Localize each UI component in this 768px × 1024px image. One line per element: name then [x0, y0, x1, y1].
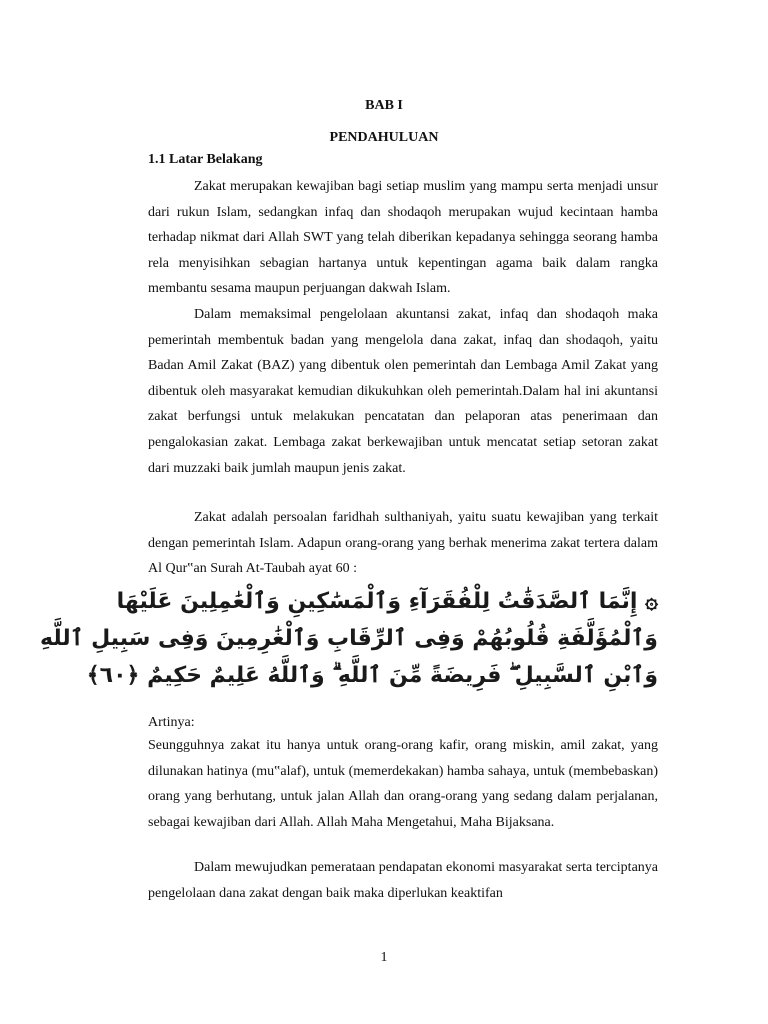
translation-label: Artinya: [148, 715, 195, 730]
paragraph: Dalam memaksimal pengelolaan akuntansi zakat, infaq dan shodaqoh maka pemerintah membentuk badan yang mengelola dana zakat, infaq dan shodaqoh, yaitu Badan Amil Zakat (BAZ) yang dibentuk olen pemerintah dan Lembaga Amil Zakat yang dibentuk oleh masyarakat kemudian dikukuhkan oleh pemerintah.Dalam hal ini akuntansi zakat berfungsi untuk melakukan pencatatan dan pelaporan atas penerimaan dan pengalokasian zakat. Lembaga zakat berkewajiban untuk mencatat setiap setoran zakat dari muzzaki baik jumlah maupun jenis zakat. [148, 307, 658, 476]
section-heading: 1.1 Latar Belakang [148, 152, 263, 167]
paragraph: Dalam mewujudkan pemerataan pendapatan ekonomi masyarakat serta terciptanya pengelolaan dana zakat dengan baik maka diperlukan keaktifan [148, 860, 658, 901]
arabic-verse-line: ۞ إِنَّمَا ٱلصَّدَقَٰتُ لِلْفُقَرَآءِ وَٱلْمَسَٰكِينِ وَٱلْعَٰمِلِينَ عَلَيْهَا [116, 589, 658, 614]
arabic-verse-line: وَٱبْنِ ٱلسَّبِيلِ ۖ فَرِيضَةً مِّنَ ٱللَّهِ ۗ وَٱللَّهُ عَلِيمٌ حَكِيمٌ ﴿٦٠﴾ [86, 663, 658, 688]
chapter-title: PENDAHULUAN [329, 130, 439, 145]
paragraph: Zakat adalah persoalan faridhah sulthaniyah, yaitu suatu kewajiban yang terkait dengan pemerintah Islam. Adapun orang-orang yang berhak menerima zakat tertera dalam Al Qur‟an Surah At-Taubah ayat 60 : [148, 510, 658, 577]
quran-verse-image [40, 585, 658, 697]
chapter-number: BAB I [365, 98, 403, 113]
page-number: 1 [380, 950, 388, 965]
paragraph: Zakat merupakan kewajiban bagi setiap muslim yang mampu serta menjadi unsur dari rukun Islam, sedangkan infaq dan shodaqoh merupakan wujud kecintaan hamba terhadap nikmat dari Allah SWT yang telah diberikan kepadanya sehingga seorang hamba rela menyisihkan sebagian hartanya untuk kepentingan agama baik dalam rangka membantu sesama maupun perjuangan dakwah Islam. [148, 179, 658, 297]
arabic-verse-line: وَٱلْمُؤَلَّفَةِ قُلُوبُهُمْ وَفِى ٱلرِّقَابِ وَٱلْغَٰرِمِينَ وَفِى سَبِيلِ ٱللَّهِ [40, 626, 658, 651]
translation-text: Seungguhnya zakat itu hanya untuk orang-orang kafir, orang miskin, amil zakat, yang dilunakan hatinya (mu‟alaf), untuk (memerdekakan) hamba sahaya, untuk (membebaskan) orang yang berhutang, untuk jalan Allah dan orang-orang yang sedang dalam perjalanan, sebagai kewajiban dari Allah. Allah Maha Mengetahui, Maha Bijaksana. [148, 738, 658, 830]
